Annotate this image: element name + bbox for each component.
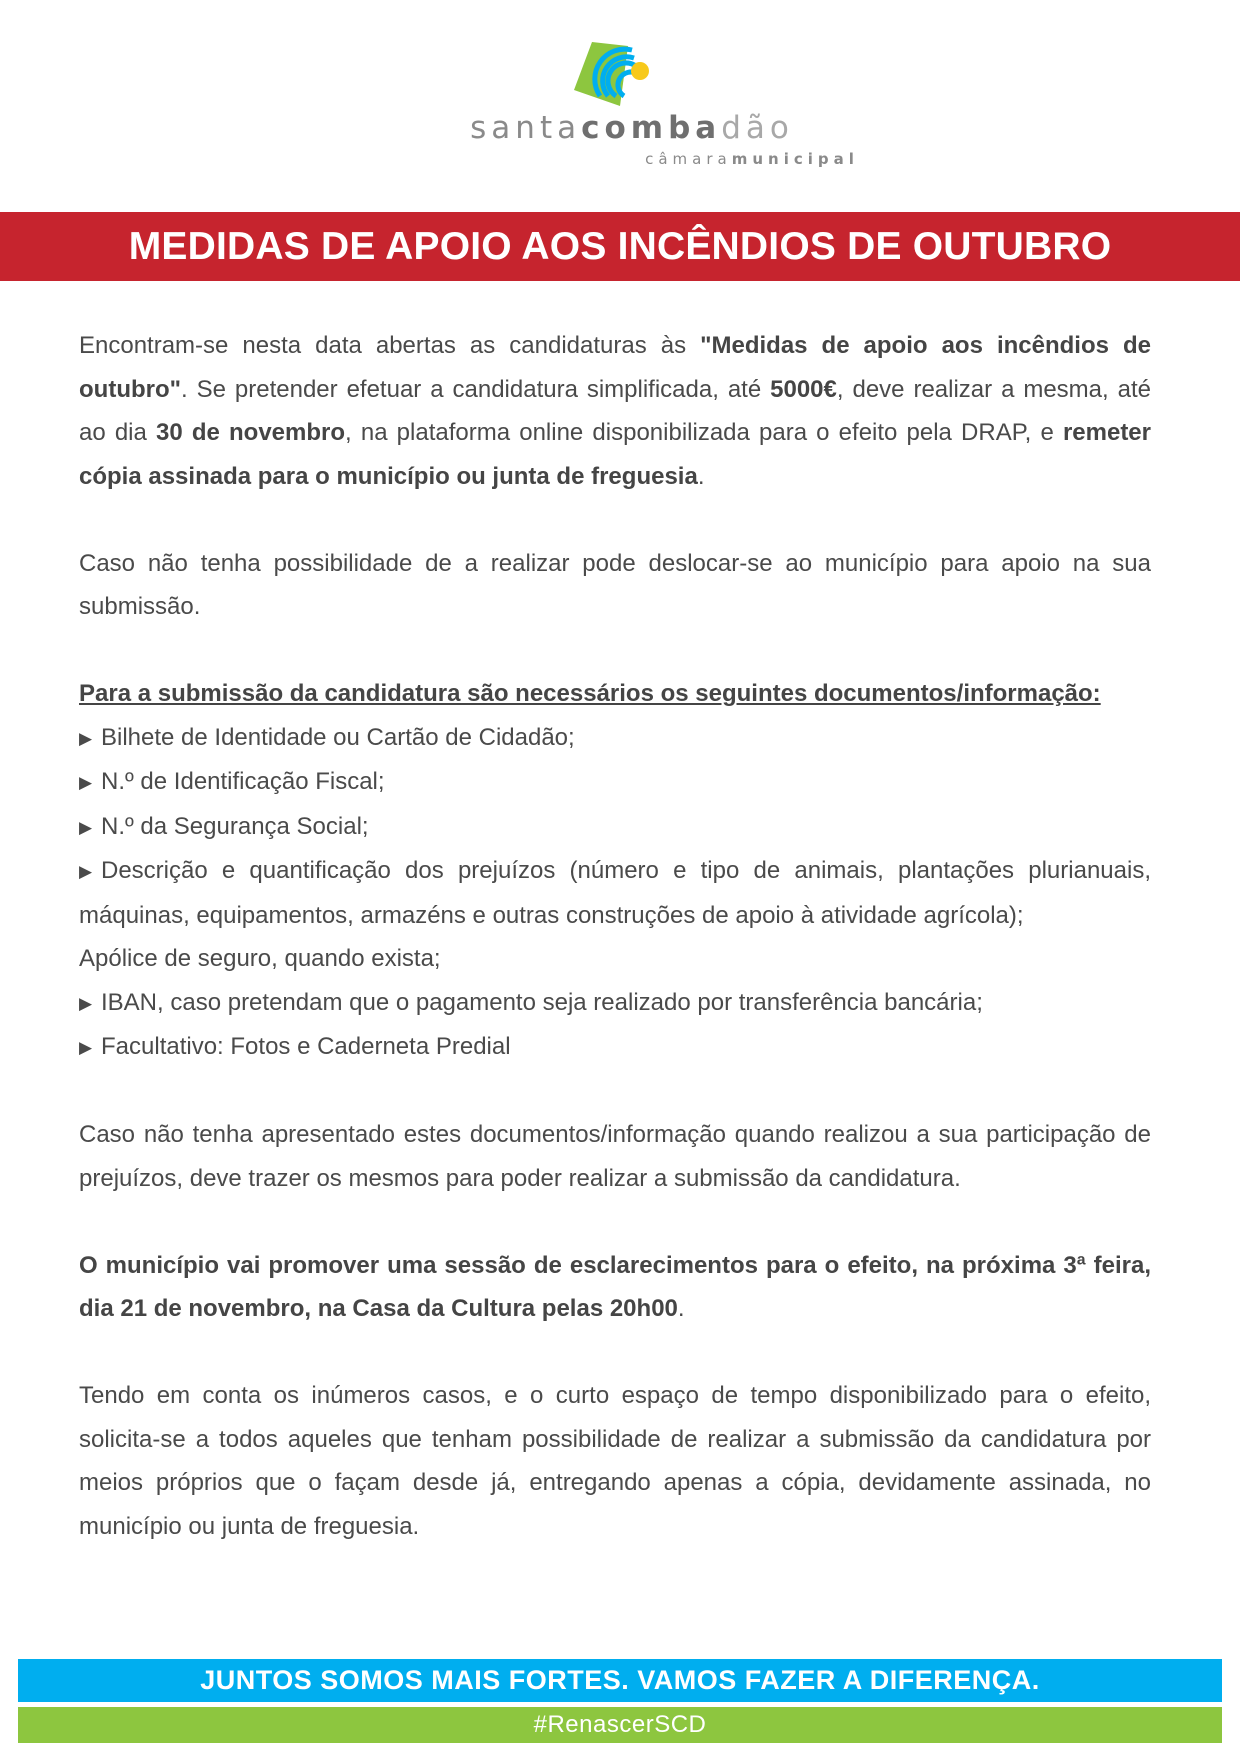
intro-bold-measures: "Medidas de apoio aos incêndios de outubro"	[79, 332, 1151, 403]
intro-text-1: Encontram-se nesta data abertas as candidaturas às	[79, 332, 701, 359]
list-item-text: Apólice de seguro, quando exista;	[79, 945, 441, 972]
logo-sub-camara: câmara	[645, 150, 732, 168]
intro-bold-send-copy: remeter cópia assinada para o município ou junta de freguesia	[79, 419, 1151, 490]
list-item-text: N.º da Segurança Social;	[101, 812, 369, 840]
header-logo	[0, 0, 1240, 200]
footer-slogan: JUNTOS SOMOS MAIS FORTES. VAMOS FAZER A DIFERENÇA.	[18, 1659, 1222, 1702]
list-item-text: IBAN, caso pretendam que o pagamento seja realizado por transferência bancária;	[101, 988, 983, 1016]
bullet-icon: ▶	[79, 1038, 93, 1057]
session-bold-text: O município vai promover uma sessão de esclarecimentos para o efeito, na próxima 3ª feira, dia 21 de novembro, na Casa da Cultura pelas 20h00	[79, 1251, 1151, 1322]
intro-bold-deadline: 30 de novembro	[156, 419, 346, 446]
document-body	[79, 324, 1151, 1548]
bullet-icon: ▶	[79, 817, 93, 837]
list-item	[79, 805, 1151, 850]
list-item	[79, 716, 1151, 761]
list-item	[79, 981, 1151, 1026]
intro-bold-amount: 5000€	[770, 375, 837, 403]
list-item	[79, 849, 1151, 937]
logo-word-dao: dão	[721, 110, 794, 146]
paragraph-request: Tendo em conta os inúmeros casos, e o curto espaço de tempo disponibilizado para o efeito, solicita-se a todos aqueles que tenham possibilidade de realizar a submissão da candidatura por meios próprios que o façam desde já, entregando apenas a cópia, devidamente assinada, no município ou junta de freguesia.	[79, 1382, 1151, 1540]
page-title: MEDIDAS DE APOIO AOS INCÊNDIOS DE OUTUBRO	[0, 212, 1240, 281]
paragraph-support: Caso não tenha possibilidade de a realizar pode deslocar-se ao município para apoio na sua submissão.	[79, 549, 1151, 620]
paragraph-intro	[79, 324, 1151, 498]
paragraph-session	[79, 1244, 1151, 1331]
intro-text-3: , deve realizar a mesma, até ao dia	[79, 375, 1151, 446]
bullet-icon: ▶	[79, 773, 93, 792]
session-tail: .	[677, 1295, 685, 1322]
logo-subtitle	[0, 150, 1240, 168]
list-item	[79, 937, 1151, 981]
list-item-text: N.º de Identificação Fiscal;	[101, 768, 385, 795]
logo-wordmark	[0, 110, 1240, 146]
list-item	[79, 760, 1151, 805]
bullet-icon: ▶	[79, 862, 93, 881]
requirements-heading: Para a submissão da candidatura são necessários os seguintes documentos/informação:	[79, 680, 1101, 707]
intro-text-2: . Se pretender efetuar a candidatura simplificada, até	[181, 375, 771, 403]
logo-word-santa: santa	[470, 110, 582, 146]
bullet-icon: ▶	[79, 993, 93, 1013]
intro-text-4: , na plataforma online disponibilizada para o efeito pela DRAP, e	[345, 419, 1063, 446]
footer-hashtag: #RenascerSCD	[18, 1707, 1222, 1743]
intro-text-5: .	[697, 462, 705, 490]
logo-word-comba: comba	[581, 110, 722, 146]
list-item	[79, 1025, 1151, 1070]
paragraph-missing-documents: Caso não tenha apresentado estes documentos/informação quando realizou a sua participação de prejuízos, deve trazer os mesmos para poder realizar a submissão da candidatura.	[79, 1121, 1151, 1192]
list-item-text: Bilhete de Identidade ou Cartão de Cidadão;	[101, 723, 575, 751]
list-item-text: Facultativo: Fotos e Caderneta Predial	[101, 1033, 511, 1060]
list-item-text: Descrição e quantificação dos prejuízos (número e tipo de animais, plantações plurianuais, máquinas, equipamentos, armazéns e outras construções de apoio à atividade agrícola);	[79, 857, 1151, 929]
logo-sub-municipal: municipal	[731, 150, 859, 168]
bullet-icon: ▶	[79, 728, 93, 748]
